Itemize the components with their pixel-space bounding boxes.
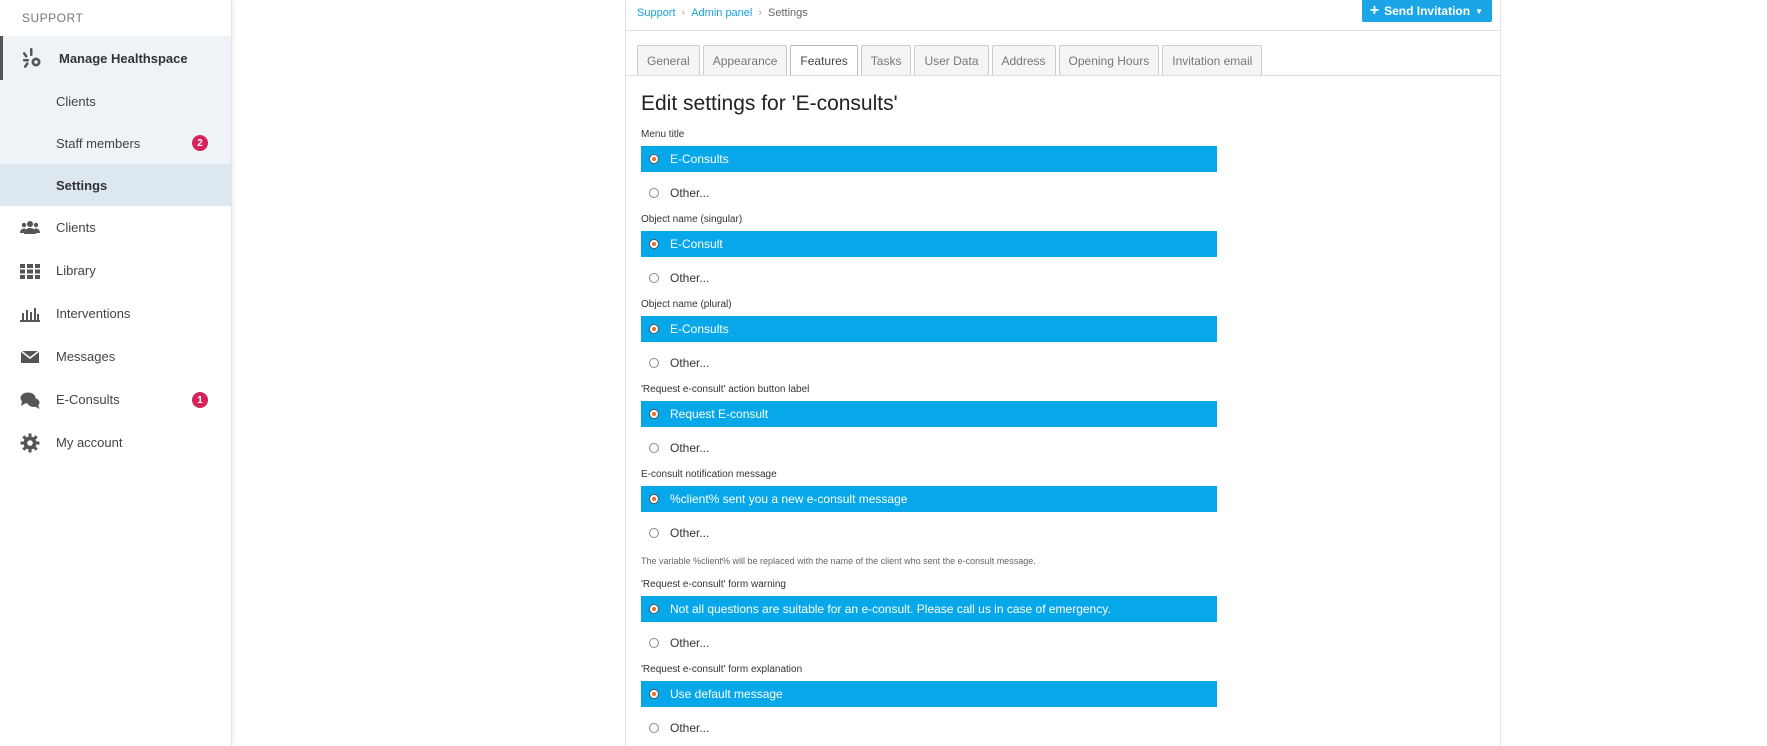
option-label: Other... (670, 635, 710, 650)
option-default-form-warning[interactable] (641, 596, 1217, 622)
sidebar-item-manage-healthspace[interactable] (0, 36, 231, 80)
option-label: %client% sent you a new e-consult message (670, 492, 908, 506)
radio-checked[interactable] (649, 689, 659, 699)
option-other-form-warning[interactable] (641, 622, 1217, 663)
chat-icon (20, 390, 40, 410)
radio-unchecked[interactable] (649, 358, 659, 368)
option-other-action-button-label[interactable] (641, 427, 1217, 468)
send-invitation-label: Send Invitation (1384, 4, 1471, 18)
sidebar-item-label: E-Consults (56, 392, 120, 407)
sidebar-item-clients[interactable] (0, 206, 231, 249)
radio-unchecked[interactable] (649, 723, 659, 733)
option-label: Other... (670, 270, 710, 285)
tab-user-data[interactable]: User Data (914, 45, 988, 75)
sidebar-heading: SUPPORT (22, 11, 84, 25)
help-text-notification-message: The variable %client% will be replaced with the name of the client who sent the e-consult message. (641, 556, 1036, 566)
tab-features[interactable]: Features (790, 45, 857, 76)
send-invitation-button[interactable] (1362, 0, 1492, 22)
healthspace-icon (21, 47, 43, 69)
radio-unchecked[interactable] (649, 443, 659, 453)
breadcrumb-link-admin-panel[interactable]: Admin panel (691, 7, 753, 19)
breadcrumb-current: Settings (768, 7, 808, 19)
radio-checked[interactable] (649, 239, 659, 249)
option-label: Other... (670, 185, 710, 200)
sidebar-item-e-consults[interactable] (0, 378, 231, 421)
option-label: Other... (670, 440, 710, 455)
radio-checked[interactable] (649, 409, 659, 419)
field-label-form-warning: 'Request e-consult' form warning (641, 579, 786, 590)
sidebar-subitem-clients[interactable] (0, 80, 231, 122)
tabs-divider (626, 75, 1500, 76)
option-label: Other... (670, 525, 710, 540)
option-default-object-name-singular[interactable] (641, 231, 1217, 257)
option-label: E-Consults (670, 322, 729, 336)
top-bar (626, 0, 1500, 31)
radio-unchecked[interactable] (649, 273, 659, 283)
option-other-object-name-plural[interactable] (641, 342, 1217, 383)
breadcrumb-link-support[interactable]: Support (637, 7, 676, 19)
tab-invitation-email[interactable]: Invitation email (1162, 45, 1262, 75)
radio-unchecked[interactable] (649, 638, 659, 648)
sidebar-item-my-account[interactable] (0, 421, 231, 464)
e-consults-badge: 1 (192, 392, 208, 408)
sidebar-subitem-label: Settings (56, 177, 108, 193)
radio-checked[interactable] (649, 604, 659, 614)
option-label: Other... (670, 355, 710, 370)
radio-unchecked[interactable] (649, 528, 659, 538)
tab-tasks[interactable]: Tasks (861, 45, 912, 75)
option-default-form-explanation[interactable] (641, 681, 1217, 707)
option-label: Request E-consult (670, 407, 769, 421)
field-label-action-button-label: 'Request e-consult' action button label (641, 384, 810, 395)
option-label: Use default message (670, 687, 783, 701)
settings-form (641, 128, 1217, 746)
envelope-icon (20, 347, 40, 367)
page-title: Edit settings for 'E-consults' (641, 92, 898, 115)
tab-opening-hours[interactable]: Opening Hours (1059, 45, 1160, 75)
sidebar-item-label: Library (56, 263, 96, 278)
tab-general[interactable]: General (637, 45, 700, 75)
field-label-form-explanation: 'Request e-consult' form explanation (641, 664, 803, 675)
sidebar-item-messages[interactable] (0, 335, 231, 378)
sidebar-subitem-label: Staff members (56, 135, 141, 151)
option-default-notification-message[interactable] (641, 486, 1217, 512)
breadcrumb (637, 7, 808, 19)
radio-checked[interactable] (649, 494, 659, 504)
option-label: Not all questions are suitable for an e-consult. Please call us in case of emergency. (670, 602, 1111, 616)
radio-checked[interactable] (649, 154, 659, 164)
tab-address[interactable]: Address (992, 45, 1056, 75)
option-default-action-button-label[interactable] (641, 401, 1217, 427)
caret-down-icon: ▼ (1475, 6, 1483, 16)
sidebar-group-manage-healthspace (0, 36, 231, 206)
tab-appearance[interactable]: Appearance (703, 45, 788, 75)
option-other-menu-title[interactable] (641, 172, 1217, 213)
grid-icon (20, 261, 40, 281)
option-default-menu-title[interactable] (641, 146, 1217, 172)
settings-tabs (637, 45, 1262, 76)
option-label: E-Consults (670, 152, 729, 166)
field-label-object-name-plural: Object name (plural) (641, 299, 732, 310)
sidebar-item-library[interactable] (0, 249, 231, 292)
sidebar-item-label: Interventions (56, 306, 131, 321)
sidebar-item-label: Manage Healthspace (59, 50, 188, 66)
option-other-object-name-singular[interactable] (641, 257, 1217, 298)
settings-panel (625, 0, 1501, 746)
field-label-notification-message: E-consult notification message (641, 469, 777, 480)
field-label-object-name-singular: Object name (singular) (641, 214, 743, 225)
option-default-object-name-plural[interactable] (641, 316, 1217, 342)
field-label-menu-title: Menu title (641, 129, 685, 140)
gear-icon (20, 433, 40, 453)
interventions-icon (20, 304, 40, 324)
sidebar (0, 0, 232, 746)
radio-unchecked[interactable] (649, 188, 659, 198)
users-icon (20, 218, 40, 238)
option-label: E-Consult (670, 237, 723, 251)
sidebar-item-interventions[interactable] (0, 292, 231, 335)
sidebar-item-label: Messages (56, 349, 116, 364)
option-label: Other... (670, 720, 710, 735)
sidebar-item-label: My account (56, 435, 123, 450)
sidebar-subitem-label: Clients (56, 93, 96, 109)
chevron-right-icon: › (758, 7, 763, 19)
sidebar-subitem-staff-members[interactable] (0, 122, 231, 164)
plus-icon: + (1369, 2, 1380, 19)
radio-checked[interactable] (649, 324, 659, 334)
option-other-notification-message[interactable] (641, 512, 1217, 553)
staff-members-badge: 2 (192, 135, 208, 151)
sidebar-item-label: Clients (56, 220, 96, 235)
option-other-form-explanation[interactable] (641, 707, 1217, 746)
sidebar-subitem-settings[interactable] (0, 164, 231, 206)
chevron-right-icon: › (681, 7, 686, 19)
